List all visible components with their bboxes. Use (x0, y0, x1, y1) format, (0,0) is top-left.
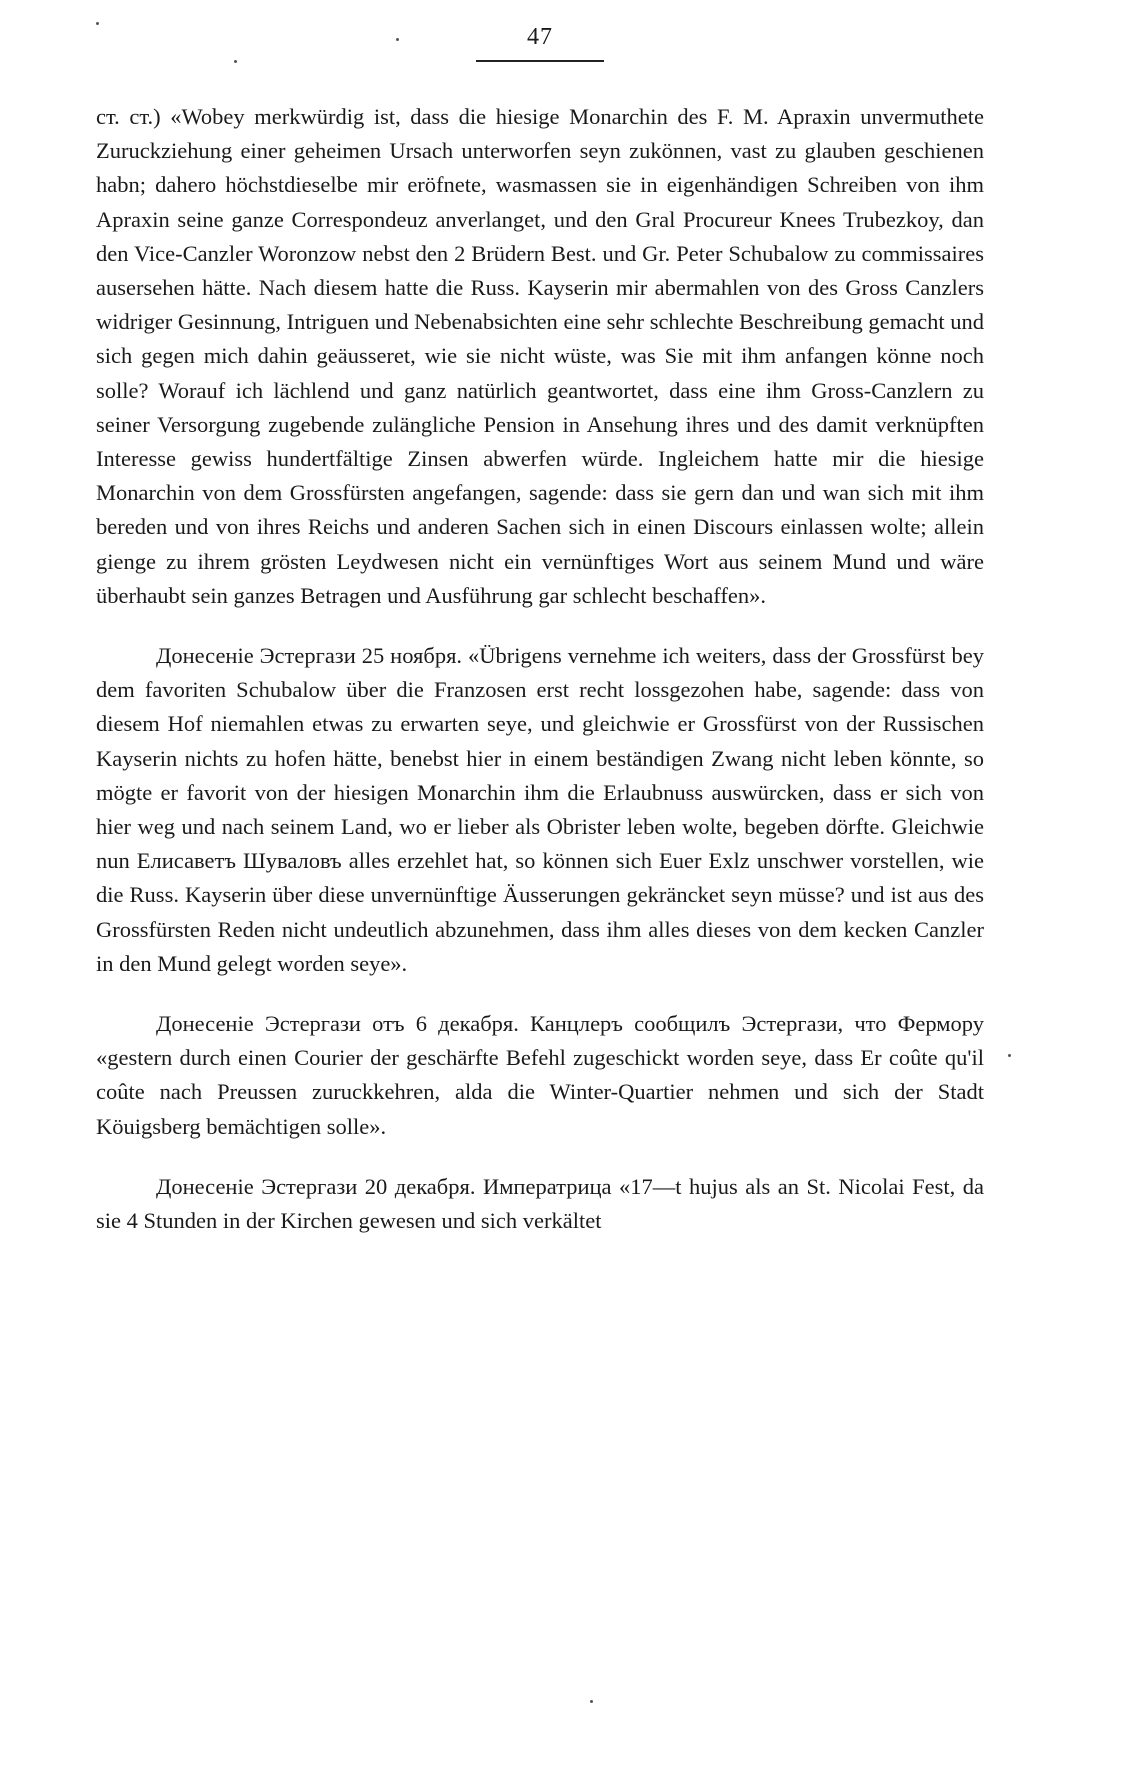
text-block (96, 100, 984, 1264)
page-number: 47 (527, 24, 553, 50)
page-number-rule (476, 60, 604, 62)
paragraph-report-20-december: Донесеніе Эстергази 20 декабря. Императрица «17—t hujus als an St. Nicolai Fest, da sie 4 Stunden in der Kirchen gewesen und sich verkältet (96, 1173, 984, 1234)
paragraph-apraxin: ст. ст.) «Wobey merkwürdig ist, dass die hiesige Monarchin des F. M. Apraxin unvermuthete Zuruckziehung einer geheimen Ursach unterworfen seyn zukönnen, vast zu glauben geschienen habn; dahero höchstdieselbe mir eröfnete, wasmassen sie in eigenhändigen Schreiben von ihm Apraxin seine ganze Correspondeuz anverlanget, und den Gral Procureur Knees Trubezkoy, dan den Vice-Canzler Woronzow nebst den 2 Brüdern Best. und Gr. Peter Schubalow zu commissaires ausersehen hätte. Nach diesem hatte die Russ. Kayserin mir abermahlen von des Gross Canzlers widriger Gesinnung, Intriguen und Nebenabsichten eine sehr schlechte Beschreibung gemacht und sich gegen mich dahin geäusseret, wie sie nicht wüste, was Sie mit ihm anfangen könne noch solle? Worauf ich lächlend und ganz natürlich geantwortet, dass eine ihm Gross-Canzlern zu seiner Versorgung zugebende zulängliche Pension in Ansehung ihres und des damit verknüpften Interesse gewiss hundertfältige Zinsen abwerfen würde. Ingleichem hatte mir die hiesige Monarchin von dem Grossfürsten angefangen, sagende: dass sie gern dan und wan sich mit ihm bereden und von ihres Reichs und anderen Sachen sich in einen Discours einlassen wolte; allein gienge zu ihrem grösten Leydwesen nicht ein vernünftiges Wort aus seinem Mund und wäre überhaubt sein ganzes Betragen und Ausführung gar schlecht beschaffen». (96, 104, 984, 608)
paragraph-report-25-november: Донесеніе Эстергази 25 ноября. «Übrigens vernehme ich weiters, dass der Grossfürst bey dem favoriten Schubalow über die Franzosen erst recht lossgezohen habe, sagende: dass von diesem Hof niemahlen etwas zu erwarten seye, und gleichwie er Grossfürst von der Russischen Kayserin nichts zu hofen hätte, benebst hier in einem beständigen Zwang nicht leben könnte, so mögte er favorit von der hiesigen Monarchin ihm die Erlaubnuss auswürcken, dass er sich von hier weg und nach seinem Land, wo er lieber als Obrister leben wolte, begeben dörfte. Gleichwie nun Елисаветъ Шуваловъ alles erzehlet hat, so können sich Euer Exlz unschwer vorstellen, wie die Russ. Kayserin über diese unvernünftige Äusserungen gekräncket seyn müsse? und ist aus des Grossfürsten Reden nicht undeutlich abzunehmen, dass ihm alles dieses von dem kecken Canzler in den Mund gelegt worden seye». (96, 643, 984, 976)
paragraph-report-6-december: Донесеніе Эстергази отъ 6 декабря. Канцлеръ сообщилъ Эстергази, что Фермору «gestern durch einen Courier der geschärfte Befehl zugeschickt worden seye, dass Er coûte qu'il coûte nach Preussen zuruckkehren, alda die Winter-Quartier nehmen und sich der Stadt Köuigsberg bemächtigen solle». (96, 1011, 984, 1139)
